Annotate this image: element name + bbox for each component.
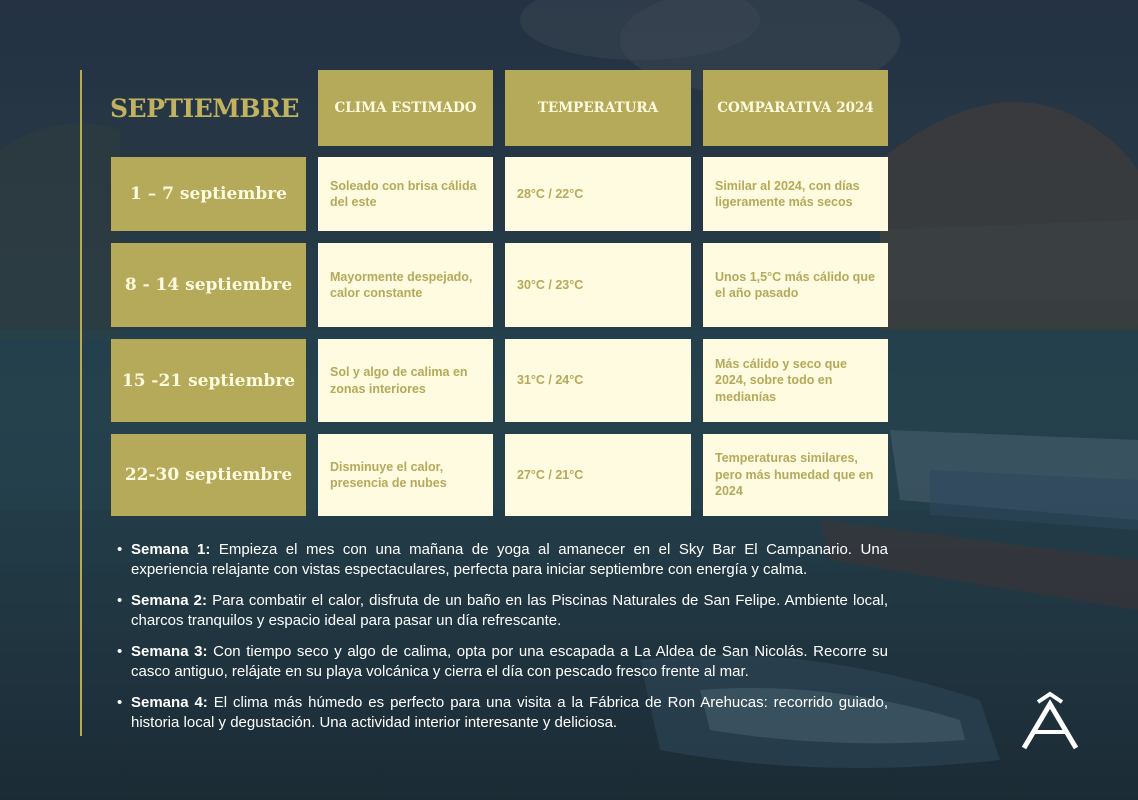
- week-label: 8 - 14 septiembre: [111, 243, 306, 327]
- bullet: •: [117, 541, 123, 558]
- bullet: •: [117, 694, 123, 711]
- header-temperature: TEMPERATURA: [505, 70, 691, 146]
- header-climate: CLIMA ESTIMADO: [318, 70, 493, 146]
- climate-cell: Soleado con brisa cálida del este: [318, 157, 493, 231]
- list-item: [115, 540, 888, 580]
- list-item: [115, 591, 888, 631]
- month-title: SEPTIEMBRE: [110, 93, 299, 123]
- weekly-recommendations: [115, 540, 888, 744]
- note-text: Para combatir el calor, disfruta de un baño en las Piscinas Naturales de San Felipe. Ambiente local, charcos tranquilos y espacio ideal para pasar un día refrescante.: [131, 592, 888, 629]
- climate-cell: Mayormente despejado, calor constante: [318, 243, 493, 327]
- a-ring-logo-icon: [1018, 688, 1082, 752]
- temperature-cell: 31°C / 24°C: [505, 339, 691, 422]
- climate-cell: Disminuye el calor, presencia de nubes: [318, 434, 493, 516]
- list-item: [115, 642, 888, 682]
- comparison-cell: Similar al 2024, con días ligeramente más secos: [703, 157, 888, 231]
- note-text: Empieza el mes con una mañana de yoga al amanecer en el Sky Bar El Campanario. Una experiencia relajante con vistas espectaculares, perfecta para iniciar septiembre con energía y calma.: [131, 541, 888, 578]
- comparison-cell: Unos 1,5°C más cálido que el año pasado: [703, 243, 888, 327]
- note-label: Semana 3:: [131, 643, 208, 660]
- header-comparison: COMPARATIVA 2024: [703, 70, 888, 146]
- temperature-cell: 30°C / 23°C: [505, 243, 691, 327]
- list-item: [115, 693, 888, 733]
- temperature-cell: 27°C / 21°C: [505, 434, 691, 516]
- note-label: Semana 2:: [131, 592, 207, 609]
- note-label: Semana 4:: [131, 694, 208, 711]
- note-text: Con tiempo seco y algo de calima, opta por una escapada a La Aldea de San Nicolás. Recorre su casco antiguo, relájate en su playa volcánica y cierra el día con pescado fresco frente al mar.: [131, 643, 888, 680]
- week-label: 15 -21 septiembre: [111, 339, 306, 422]
- comparison-cell: Temperaturas similares, pero más humedad que en 2024: [703, 434, 888, 516]
- note-text: El clima más húmedo es perfecto para una visita a la Fábrica de Ron Arehucas: recorrido guiado, historia local y degustación. Una actividad interior interesante y deliciosa.: [131, 694, 889, 731]
- week-label: 22-30 septiembre: [111, 434, 306, 516]
- climate-cell: Sol y algo de calima en zonas interiores: [318, 339, 493, 422]
- vertical-divider: [80, 70, 82, 736]
- week-label: 1 – 7 septiembre: [111, 157, 306, 231]
- bullet: •: [117, 643, 123, 660]
- bullet: •: [117, 592, 123, 609]
- temperature-cell: 28°C / 22°C: [505, 157, 691, 231]
- note-label: Semana 1:: [131, 541, 211, 558]
- comparison-cell: Más cálido y seco que 2024, sobre todo en medianías: [703, 339, 888, 422]
